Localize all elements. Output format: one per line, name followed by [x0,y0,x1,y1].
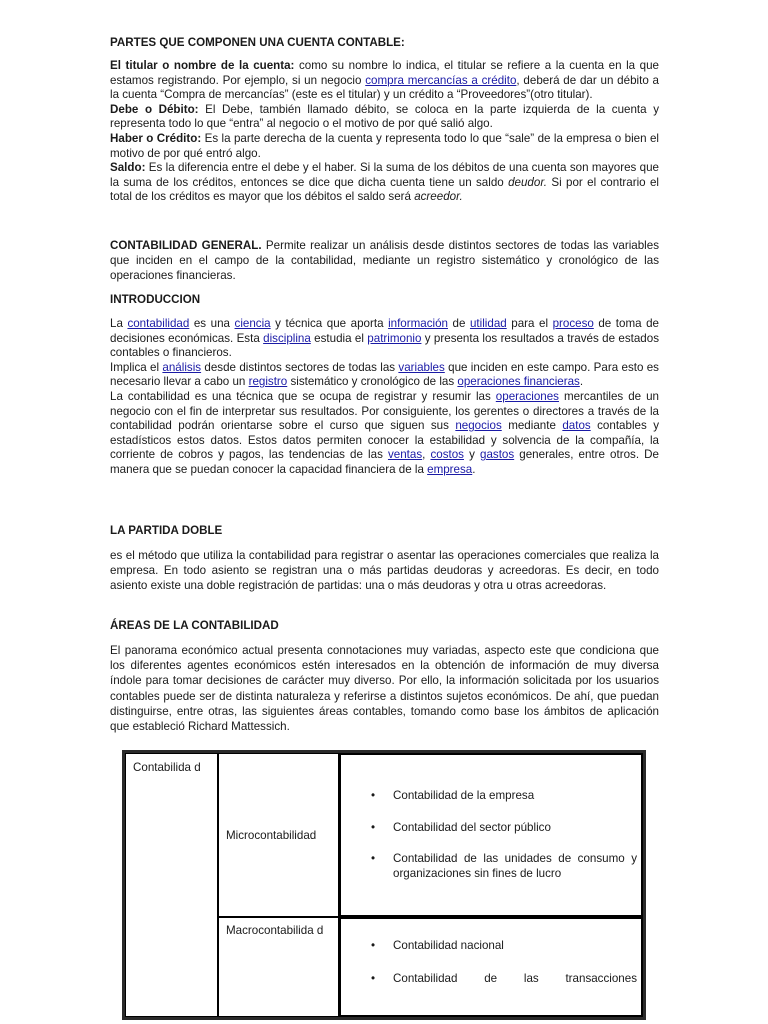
bullet-icon: • [371,852,376,865]
text: . [472,462,476,476]
text: de [448,317,470,330]
cell-label: Contabilida d [133,761,201,774]
paragraph-intro-1 [110,317,659,361]
term-contabilidad-general: CONTABILIDAD GENERAL. [110,239,262,252]
text: para el [506,317,553,330]
text: Es la diferencia entre el debe y el haber. Si la suma de los débitos de una cuenta son mayores que la suma de los créditos, entonces se dice que dicha cuenta tiene un saldo [110,161,659,189]
heading-introduccion: INTRODUCCION [110,293,201,306]
text: como su nombre lo indica, el titular se refiere a la cuenta en la que estamos registrando. Por ejemplo, si un negocio [110,59,659,87]
term-saldo: Saldo: [110,161,146,175]
em-deudor: deudor. [508,175,547,189]
section-introduccion [110,317,659,478]
item-text: Contabilidad del sector público [393,820,551,834]
paragraph-intro-3 [110,390,659,478]
text: generales, entre otros. De manera que se puedan conocer la capacidad financiera de la [110,448,659,476]
item-text: Contabilidad de las transacciones [393,971,637,985]
link-operaciones[interactable]: operaciones [495,389,559,403]
link-negocios[interactable]: negocios [455,419,502,433]
text: y presenta los resultados a través de estados contables o financieros. [110,331,659,360]
link-gastos[interactable]: gastos [480,448,515,462]
paragraph-partida-doble: es el método que utiliza la contabilidad para registrar o asentar las operaciones comerciales que realiza la empresa. En todo asiento se registran una o más partidas deudoras y acreedoras. Es decir, en todo asiento existe una doble registración de partidas: una o más deudoras y otra u otras acreedoras. [110,549,659,593]
link-disciplina[interactable]: disciplina [263,331,311,345]
link-empresa[interactable]: empresa [427,462,473,476]
bullet-icon: • [371,820,376,834]
table-row [125,753,643,917]
paragraph-haber [110,132,659,161]
list-item [341,972,637,987]
link-utilidad[interactable]: utilidad [469,317,507,330]
table-cell-micro-label [218,753,339,917]
text: de toma de decisiones económicas. Esta [110,317,659,345]
item-text: Contabilidad de las unidades de consumo y organizaciones sin fines de lucro [393,852,637,880]
text: y [463,448,480,462]
link-contabilidad[interactable]: contabilidad [127,317,190,330]
text: Si por el contrario el total de los créditos es mayor que los débitos el saldo será [110,175,659,204]
text: desde distintos sectores de todas las [201,360,399,374]
text: estudia el [310,331,368,345]
link-informacion[interactable]: información [388,317,448,330]
link-patrimonio[interactable]: patrimonio [367,331,422,345]
link-compra-mercancias[interactable]: compra mercancías a crédito [365,73,517,87]
list-item [341,789,637,804]
item-text: Contabilidad nacional [393,939,504,952]
link-registro[interactable]: registro [248,375,288,389]
text: que inciden en este campo. Para esto es necesario llevar a cabo un [110,360,659,389]
paragraph-titular [110,59,659,103]
cell-label: Microcontabilidad [226,828,317,842]
link-proceso[interactable]: proceso [552,317,594,330]
list-item [341,852,637,881]
link-ventas[interactable]: ventas [387,448,423,462]
text: La [110,317,128,330]
table-cell-contabilidad [125,753,218,1017]
table-cell-macro-items [339,917,643,1017]
areas-table [122,750,646,1020]
text: contables y estadísticos estos datos. Estos datos permiten conocer la estabilidad y solvencia de la compañía, la corriente de cobros y pagos, las tendencias de las [110,419,659,462]
text: , [422,448,431,462]
term-haber: Haber o Crédito: [110,131,202,145]
text: Implica el [110,360,163,374]
table-cell-micro-items [339,753,643,917]
text: Es la parte derecha de la cuenta y representa todo lo que “sale” de la empresa o bien el motivo de por qué entró algo. [110,131,659,160]
item-text: Contabilidad de la empresa [393,789,535,802]
macro-list [341,939,637,986]
heading-partida-doble: LA PARTIDA DOBLE [110,524,223,537]
table-cell-macro-label [218,917,339,1017]
bullet-icon: • [371,939,376,952]
text: sistemático y cronológico de las [287,375,458,389]
text: es una [189,317,235,330]
list-item [341,939,637,954]
page-title: PARTES QUE COMPONEN UNA CUENTA CONTABLE: [110,36,405,49]
list-item [341,821,637,836]
text: La contabilidad es una técnica que se ocupa de registrar y resumir las [110,389,496,403]
link-operaciones-financieras[interactable]: operaciones financieras [457,375,580,389]
text: Permite realizar un análisis desde distintos sectores de todas las variables que inciden en el campo de la contabilidad, mediante un registro sistemático y cronológico de las operaciones financieras. [110,239,659,282]
term-debe: Debe o Débito: [110,102,199,116]
link-datos[interactable]: datos [562,419,591,433]
paragraph-contabilidad-general [110,238,659,283]
text: y técnica que aporta [270,317,389,330]
text: El Debe, también llamado débito, se coloca en la parte izquierda de la cuenta y representa todo lo que “entra” al negocio o el motivo de por qué salió algo. [110,102,659,131]
micro-list [341,789,637,881]
bullet-icon: • [371,971,376,985]
paragraph-saldo [110,161,659,205]
heading-areas: ÁREAS DE LA CONTABILIDAD [110,619,279,632]
paragraph-intro-2 [110,361,659,390]
paragraph-areas: El panorama económico actual presenta connotaciones muy variadas, aspecto este que condiciona que los diferentes agentes económicos estén interesados en la obtención de información de muy diversa índole para tomar decisiones de carácter muy diverso. Por ello, la información solicitada por los usuarios contables puede ser de distinta naturaleza y referirse a distintos sujetos económicos. De ahí, que puedan distinguirse, entre otras, las siguientes áreas contables, tomando como base los ámbitos de aplicación que estableció Richard Mattessich. [110,644,659,734]
bullet-icon: • [371,789,376,802]
text: . [579,375,584,389]
link-ciencia[interactable]: ciencia [234,317,271,330]
em-acreedor: acreedor. [414,190,463,204]
link-costos[interactable]: costos [430,448,464,462]
section-cuenta [110,59,659,205]
cell-label: Macrocontabilida d [226,924,324,937]
text: , deberá de dar un débito a la cuenta “Compra de mercancías” (este es el titular) y un crédito a “Proveedores”(otro titular). [110,73,660,102]
link-analisis[interactable]: análisis [162,360,202,374]
link-variables[interactable]: variables [398,360,445,374]
term-titular: El titular o nombre de la cuenta: [110,59,295,72]
text: mercantiles de un negocio con el fin de interpretar sus resultados. Por consiguiente, los gerentes o directores a través de la contabilidad podrán orientarse sobre el curso que siguen sus [110,389,659,433]
text: mediante [501,419,563,433]
paragraph-debe [110,103,659,132]
